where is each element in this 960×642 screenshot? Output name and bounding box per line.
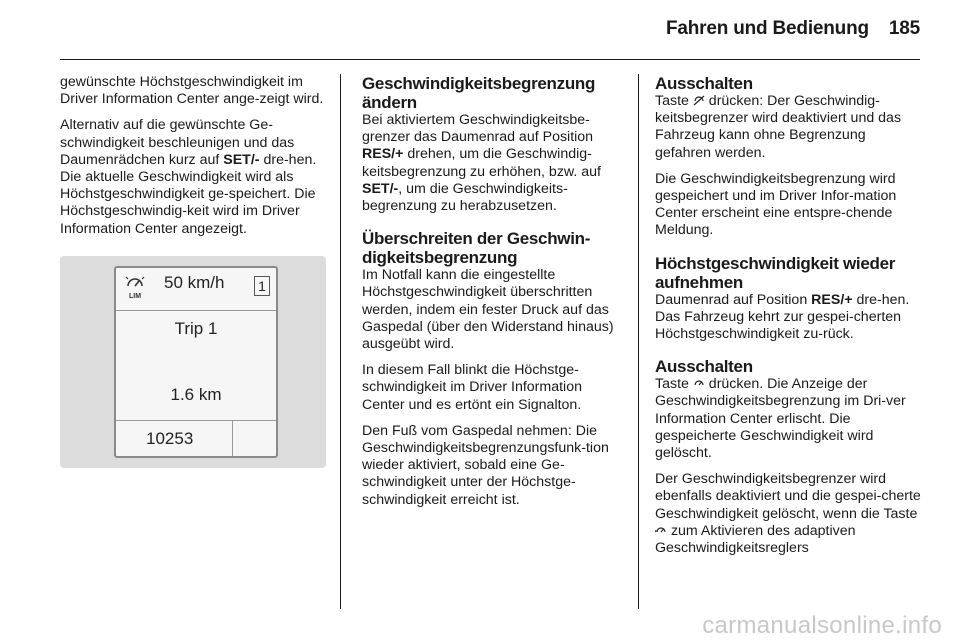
col3-paragraph-2: Die Geschwindigkeitsbegrenzung wird gespeichert und im Driver Infor‐mation Center erscheint eine entspre‐chende Meldung. xyxy=(655,170,897,239)
header-divider xyxy=(60,59,920,60)
speed-limiter-cancel-icon xyxy=(693,94,705,106)
set-minus-label: SET/- xyxy=(223,151,260,168)
section-title: Fahren und Bedienung xyxy=(666,18,869,39)
display-divider xyxy=(116,420,276,421)
col1-paragraph-2: Alternativ auf die gewünschte Ge‐schwindigkeit beschleunigen und das Daumenrädchen kurz auf SET/- dre‐hen. Die aktuelle Geschwindigkeit wird als Höchstgeschwindigkeit ge‐speichert. Die Höchstgeschwindig‐keit wird im Driver Information Center angezeigt. xyxy=(60,117,317,237)
display-trip-label: Trip 1 xyxy=(174,318,218,338)
column-divider-1 xyxy=(340,74,341,609)
column-divider-2 xyxy=(638,74,639,609)
col1-paragraph-1: gewünschte Höchstgeschwindigkeit im Driver Information Center ange‐zeigt wird. xyxy=(60,74,324,108)
col2-paragraph-3: In diesem Fall blinkt die Höchstge‐schwindigkeit im Driver Information Center und es ertönt ein Signalton. xyxy=(362,362,582,413)
display-divider xyxy=(116,310,276,311)
col2-paragraph-1: Bei aktiviertem Geschwindigkeitsbe‐grenzer das Daumenrad auf Position RES/+ drehen, um die Geschwindig‐keitsbegrenzung zu erhöhen, bzw. auf SET/-, um die Geschwindigkeits‐begrenzung zu herabzusetzen. xyxy=(362,112,601,215)
page-number: 185 xyxy=(888,18,920,39)
heading-switch-off: Ausschalten xyxy=(655,74,753,93)
display-odometer: 10253 xyxy=(146,428,194,448)
display-screen xyxy=(114,266,278,458)
display-trip-distance: 1.6 km xyxy=(170,384,222,404)
heading-exceed-limit: Überschreiten der Geschwin‐digkeitsbegrenzung xyxy=(362,229,591,268)
col2-paragraph-4: Den Fuß vom Gaspedal nehmen: Die Geschwindigkeitsbegrenzungsfunk‐tion wieder aktiviert, sobald eine Ge‐schwindigkeit unter der Höchstge‐schwindigkeit erreicht ist. xyxy=(362,422,609,508)
heading-change-limit: Geschwindigkeitsbegrenzung ändern xyxy=(362,74,596,112)
column-2 xyxy=(362,74,626,518)
cruise-control-icon xyxy=(655,524,667,536)
lim-label: LIM xyxy=(128,292,142,300)
column-3 xyxy=(655,74,925,566)
col3-paragraph-3: Daumenrad auf Position RES/+ dre‐hen. Das Fahrzeug kehrt zur gespei‐cherten Höchstgeschwindigkeit zu‐rück. xyxy=(655,291,910,343)
page-header xyxy=(60,0,920,58)
column-1 xyxy=(60,74,326,468)
col3-paragraph-5: Der Geschwindigkeitsbegrenzer wird ebenfalls deaktiviert und die gespei‐cherte Geschwindigkeit gelöscht, wenn die Taste zum Aktivieren des adaptiven Geschwindigkeitsreglers xyxy=(655,471,921,557)
col2-paragraph-2: Im Notfall kann die eingestellte Höchstgeschwindigkeit überschritten werden, indem ein fester Druck auf das Gaspedal (über den Widerstand hinaus) ausgeübt wird. xyxy=(362,267,614,353)
col3-paragraph-1: Taste drücken: Der Geschwindig‐keitsbegrenzer wird deaktiviert und das Fahrzeug kann ohne Begrenzung gefahren werden. xyxy=(655,93,902,161)
driver-info-display-photo xyxy=(60,256,326,468)
watermark: carmanualsonline.info xyxy=(702,612,942,639)
page-title xyxy=(666,18,920,40)
heading-switch-off-2: Ausschalten xyxy=(655,357,753,377)
col3-paragraph-4: Taste drücken. Die Anzeige der Geschwindigkeitsbegrenzung im Dri‐ver Information Center erlischt. Die gespeicherte Geschwindigkeit wird gelöscht. xyxy=(655,376,906,462)
display-divider xyxy=(232,421,233,456)
speed-limiter-icon xyxy=(693,377,705,389)
display-slot-number: 1 xyxy=(254,276,270,296)
heading-resume-speed: Höchstgeschwindigkeit wieder aufnehmen xyxy=(655,253,896,292)
speed-limiter-icon xyxy=(124,274,146,300)
display-speed: 50 km/h xyxy=(164,272,225,292)
